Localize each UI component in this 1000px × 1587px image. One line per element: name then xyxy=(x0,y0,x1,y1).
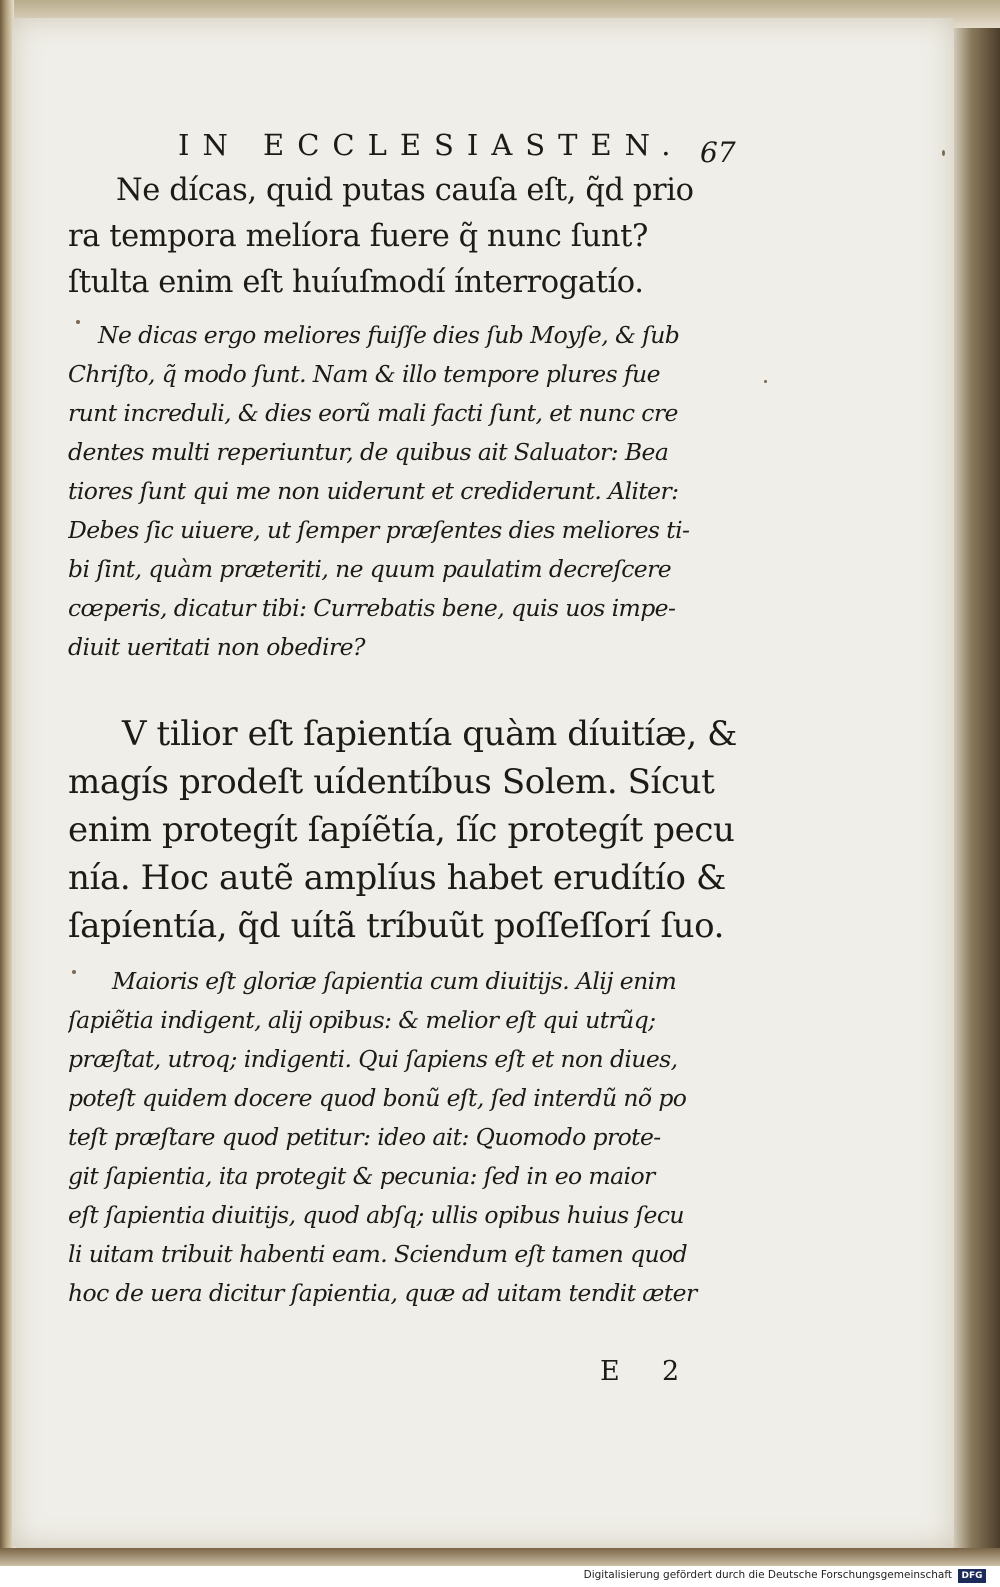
digitization-footer xyxy=(0,1566,1000,1587)
commentary-line: præſtat, utroq; indigenti. Qui ſapiens eſt et non diues, xyxy=(68,1045,678,1073)
commentary-line: diuit ueritati non obedire? xyxy=(68,633,365,661)
commentary-line: Ne dicas ergo meliores fuiſſe dies ſub Moyſe, & ſub xyxy=(98,321,680,349)
page-number: 67 xyxy=(700,136,736,169)
running-title: IN ECCLESIASTEN. xyxy=(178,128,684,162)
ink-speck xyxy=(942,150,945,156)
commentary-line: eſt ſapientia diuitijs, quod abſq; ullis opibus huius ſecu xyxy=(68,1201,684,1229)
commentary-line: dentes multi reperiuntur, de quibus ait Saluator: Bea xyxy=(68,438,669,466)
verse-line: ra tempora melíora fuere q̃ nunc ſunt? xyxy=(68,219,648,254)
commentary-line: teſt præſtare quod petitur: ideo ait: Quomodo prote- xyxy=(68,1123,661,1151)
scripture-verse-1 xyxy=(68,168,748,306)
commentary-line: tiores ſunt qui me non uiderunt et crediderunt. Aliter: xyxy=(68,477,679,505)
verse-line: ſtulta enim eſt huíuſmodí ínterrogatío. xyxy=(68,265,644,300)
scripture-verse-2 xyxy=(68,710,748,950)
commentary-line: Debes ſic uiuere, ut ſemper præſentes dies meliores ti- xyxy=(68,516,690,544)
verse-line: Ne dícas, quid putas cauſa eſt, q̃d prio xyxy=(116,173,694,208)
verse-line: enim protegít ſapíẽtía, ſíc protegít pecu xyxy=(68,810,735,850)
commentary-line: poteſt quidem docere quod bonũ eſt, ſed interdũ nõ po xyxy=(68,1084,687,1112)
commentary-line: Chriſto, q̃ modo ſunt. Nam & illo tempore plures fue xyxy=(68,360,660,388)
verse-line: ſapíentía, q̃d uítã tríbuũt poſſeſſorí ſuo. xyxy=(68,906,725,946)
signature-mark xyxy=(600,1356,679,1387)
commentary-1 xyxy=(68,316,748,667)
verse-line: V tilior eſt ſapientía quàm díuitíæ, & xyxy=(122,714,738,754)
commentary-line: runt increduli, & dies eorũ mali facti ſunt, et nunc cre xyxy=(68,399,678,427)
verse-line: nía. Hoc autẽ amplíus habet erudítío & xyxy=(68,858,726,898)
page-bottom-edge xyxy=(0,1548,1000,1566)
dfg-logo: DFG xyxy=(958,1569,986,1583)
signature-letter: E xyxy=(600,1356,620,1387)
commentary-line: cœperis, dicatur tibi: Currebatis bene, quis uos impe- xyxy=(68,594,676,622)
ink-speck xyxy=(764,380,767,383)
commentary-line: li uitam tribuit habenti eam. Sciendum eſt tamen quod xyxy=(68,1240,688,1268)
commentary-line: hoc de uera dicitur ſapientia, quæ ad uitam tendit æter xyxy=(68,1279,697,1307)
funding-credit: Digitalisierung gefördert durch die Deutsche Forschungsgemeinschaft xyxy=(583,1569,952,1581)
commentary-line: ſapiẽtia indigent, alij opibus: & melior eſt qui utrũq; xyxy=(68,1006,656,1034)
book-fore-edge xyxy=(952,28,1000,1550)
signature-number: 2 xyxy=(662,1356,680,1387)
commentary-line: bi ſint, quàm præteriti, ne quum paulatim decreſcere xyxy=(68,555,672,583)
verse-line: magís prodeſt uídentíbus Solem. Sícut xyxy=(68,762,715,802)
commentary-2 xyxy=(68,962,748,1313)
commentary-line: git ſapientia, ita protegit & pecunia: ſed in eo maior xyxy=(68,1162,655,1190)
commentary-line: Maioris eſt gloriæ ſapientia cum diuitijs. Alij enim xyxy=(112,967,677,995)
